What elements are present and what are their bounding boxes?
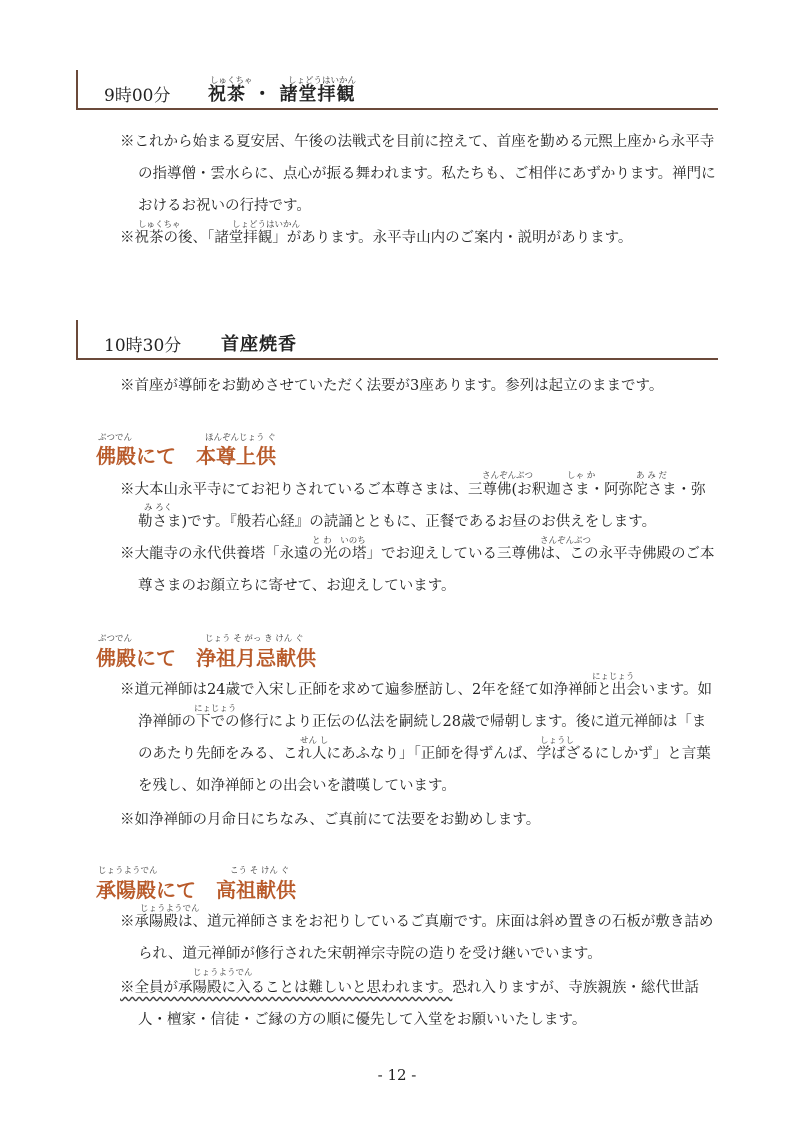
ruby: さんぞんぶつ: [482, 471, 534, 481]
ruby: じょうようでん: [98, 866, 158, 876]
notice-text: 恐れ入りますが、寺族親族・総代世話人・檀家・信徒・ご縁の方の順に優先して入堂をお願いいたします。: [138, 980, 699, 1028]
ruby: しょうし: [540, 736, 575, 746]
time-header-0900: [76, 70, 718, 110]
paragraph: ※これから始まる夏安居、午後の法戦式を目前に控えて、首座を勤める元煕上座から永平寺の指導僧・雲水らに、点心が振る舞われます。私たちも、ご相伴にあずかります。禅門におけるお祝いの行持です。: [120, 134, 716, 214]
header-rule: [76, 108, 718, 110]
ruby: にょじょう: [194, 704, 237, 714]
header-title: 首座焼香: [221, 334, 297, 355]
paragraph: ※如浄禅師の月命日にちなみ、ご真前にて法要をお勤めします。: [120, 812, 541, 828]
paragraph: ※祝茶の後、「諸堂拝観」があります。永平寺山内のご案内・説明があります。: [120, 230, 633, 246]
paragraph: ※首座が導師をお勤めさせていただく法要が3座あります。参列は起立のままです。: [120, 378, 664, 394]
time-header-1030: [76, 320, 718, 360]
ruby: じょうようでん: [140, 904, 200, 914]
paragraph: ※道元禅師は24歳で入宋し正師を求めて遍参歴訪し、2年を経て如浄禅師と出会います。如浄禅師の下での修行により正伝の仏法を嗣続し28歳で帰朝します。後に道元禅師は「まのあたり先師をみる、これ人にあふなり」「正師を得ずんば、学ばざるにしかず」と言葉を残し、如浄禅師との出会いを讃嘆しています。: [120, 682, 713, 794]
ruby: あ み だ: [636, 471, 667, 481]
ruby: じょうようでん: [193, 968, 253, 978]
section-title: 承陽殿にて 高祖献供: [96, 878, 296, 902]
header-time: 9時00分: [104, 86, 171, 106]
paragraph: ※承陽殿は、道元禅師さまをお祀りしているご真廟です。床面は斜め置きの石板が敷き詰められ、道元禅師が修行された宋朝禅宗寺院の造りを受け継いでいます。: [120, 914, 714, 962]
ruby: じょう そ がっ き けん ぐ: [205, 634, 304, 644]
page-number: - 12 -: [377, 1066, 417, 1084]
ruby: せん し: [300, 736, 329, 746]
paragraph: ※大本山永平寺にてお祀りされているご本尊さまは、三尊佛(お釈迦さま・阿弥陀さま・弥勒さま)です。『般若心経』の読誦とともに、正餐であるお昼のお供えをします。: [120, 482, 706, 530]
header-bar: [76, 70, 78, 110]
ruby: しゃ か: [567, 471, 596, 481]
ruby: にょじょう: [592, 672, 635, 682]
header-title: 祝茶 ・ 諸堂拝観: [208, 84, 356, 105]
section-title: 佛殿にて 浄祖月忌献供: [96, 646, 316, 670]
ruby: しょどうはいかん: [288, 76, 357, 86]
ruby: ほんぞんじょう ぐ: [205, 433, 276, 443]
paragraph: ※大龍寺の永代供養塔「永遠の光の塔」でお迎えしている三尊佛は、この永平寺佛殿のご本尊さまのお顔立ちに寄せて、お迎えしています。: [120, 546, 715, 594]
ruby: しゅくちゃ: [210, 76, 253, 86]
ruby: しゅくちゃ: [138, 220, 181, 230]
section-title: 佛殿にて 本尊上供: [96, 444, 276, 468]
ruby: こう そ けん ぐ: [230, 866, 290, 876]
header-time: 10時30分: [104, 336, 182, 356]
ruby: ぶつでん: [98, 433, 133, 443]
paragraph: [120, 972, 720, 1036]
ruby: と わ いのち: [312, 536, 366, 546]
ruby: さんぞんぶつ: [540, 536, 592, 546]
ruby: しょどうはいかん: [232, 220, 301, 230]
header-rule: [76, 358, 718, 360]
ruby: ぶつでん: [98, 634, 133, 644]
notice-emphasis: ※全員が承陽殿に入ることは難しいと思われます。: [120, 980, 453, 996]
header-bar: [76, 320, 78, 360]
ruby: み ろく: [144, 503, 173, 513]
